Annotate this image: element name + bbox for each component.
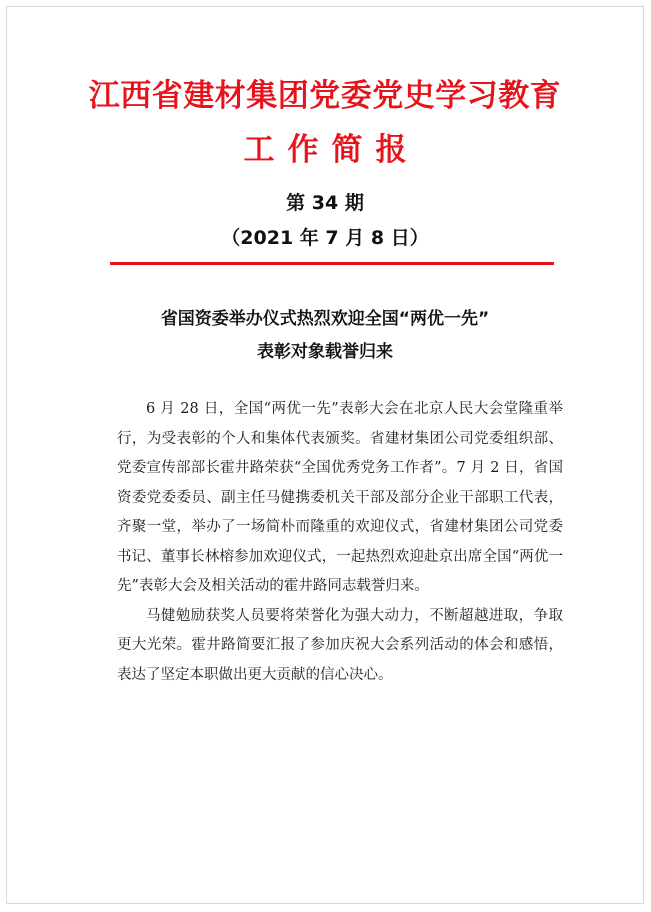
document-page — [6, 6, 644, 904]
masthead-title: 江西省建材集团党委党史学习教育 — [88, 78, 562, 114]
red-divider-line — [110, 262, 554, 265]
article-body — [117, 395, 563, 690]
article-paragraph-2: 马健勉励获奖人员要将荣誉化为强大动力，不断超越进取，争取更大光荣。霍井路简要汇报了参加庆祝大会系列活动的体会和感悟，表达了坚定本职做出更大贡献的信心决心。 — [117, 607, 563, 683]
issue-number: 第 34 期 — [286, 192, 364, 214]
article-title-line1: 省国资委举办仪式热烈欢迎全国“两优一先” — [160, 309, 490, 329]
issue-date: （2021 年 7 月 8 日） — [221, 227, 429, 249]
article-title-line2: 表彰对象载誉归来 — [257, 342, 393, 362]
article-paragraph-1: 6 月 28 日，全国“两优一先”表彰大会在北京人民大会堂隆重举行，为受表彰的个人和集体代表颁奖。省建材集团公司党委组织部、党委宣传部部长霍井路荣获“全国优秀党务工作者”。7 月 2 日，省国资委党委委员、副主任马健携委机关干部及部分企业干部职工代表，齐聚一堂，举办了一场简朴而隆重的欢迎仪式，省建材集团公司党委书记、董事长林榕参加欢迎仪式，一起热烈欢迎赴京出席全国“两优一先”表彰大会及相关活动的霍井路同志载誉归来。 — [117, 401, 563, 594]
masthead-subtitle: 工作简报 — [243, 132, 420, 168]
